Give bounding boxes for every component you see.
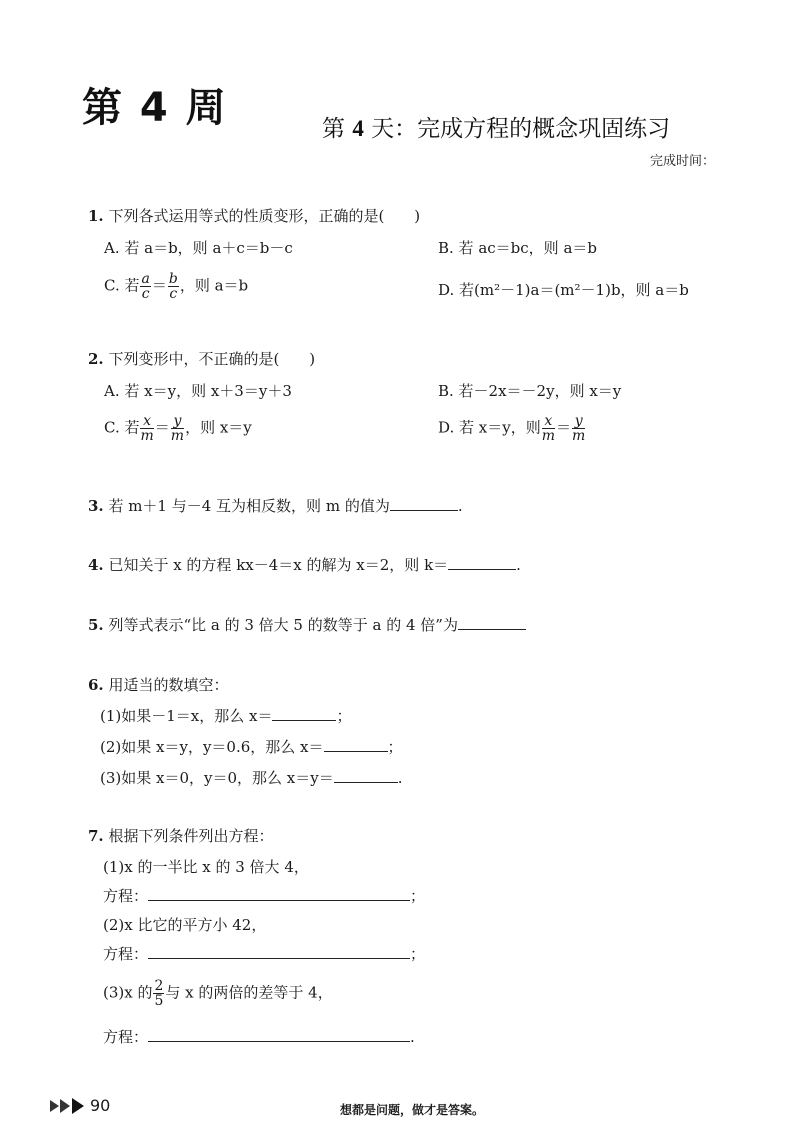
q2-option-a: A. 若 x＝y，则 x＋3＝y＋3 [104, 382, 292, 400]
day-title [322, 110, 670, 143]
q6-p2-answer-blank[interactable] [324, 737, 388, 752]
q1-option-b: B. 若 ac＝bc，则 a＝b [438, 239, 597, 257]
q6-p2-end: ； [387, 738, 403, 756]
q7-p2-answer-blank[interactable] [148, 944, 410, 959]
q7-part-2: (2)x 比它的平方小 42， [103, 916, 267, 934]
q4-number: 4. [88, 556, 104, 574]
q6-part-3 [100, 768, 403, 788]
q1-c-prefix: C. 若 [104, 276, 140, 295]
q2-d-fraction-2 [572, 414, 585, 443]
q7-p3-denominator: 5 [154, 993, 164, 1009]
q6-p3-answer-blank[interactable] [334, 768, 398, 783]
q6-p1-end: ； [336, 707, 352, 725]
q1-option-d: D. 若(m²－1)a＝(m²－1)b，则 a＝b [438, 281, 689, 299]
q2-c-equals: ＝ [154, 418, 170, 437]
q3-number: 3. [88, 497, 104, 515]
q1-c-equals: ＝ [151, 276, 167, 295]
q2-d-f2-denominator: m [572, 428, 586, 444]
q7-p3-numerator: 2 [154, 978, 164, 994]
q7-p1-equation-label: 方程： [103, 887, 149, 905]
q2-c-f1-denominator: m [140, 428, 154, 444]
q1-c-fraction-2 [168, 272, 179, 301]
q5-text: 列等式表示“比 a 的 3 倍大 5 的数等于 a 的 4 倍”为 [103, 616, 458, 634]
q3-end: . [457, 497, 463, 515]
q4 [88, 555, 521, 575]
q2-c-fraction-1 [140, 414, 153, 443]
q6-p3-text: (3)如果 x＝0，y＝0，那么 x＝y＝ [100, 769, 334, 787]
q2-d-f1-denominator: m [541, 428, 556, 444]
day-number: 4 [352, 116, 364, 141]
q6-p1-text: (1)如果－1＝x，那么 x＝ [100, 707, 273, 725]
q7-p3-equation-label: 方程： [103, 1028, 149, 1046]
q1-stem [88, 206, 420, 226]
q7-p3-equation [103, 1027, 415, 1047]
q7-p1-answer-blank[interactable] [148, 886, 410, 901]
q2-d-prefix: D. 若 x＝y，则 [438, 418, 541, 437]
q1-c-f2-denominator: c [169, 286, 178, 302]
q1-option-c [104, 272, 248, 301]
completion-time-label: 完成时间： [650, 154, 716, 169]
q7-part-1: (1)x 的一半比 x 的 3 倍大 4， [103, 858, 309, 876]
footer-motto: 想都是问题，做才是答案。 [340, 1103, 485, 1117]
q7-p2-equation-label: 方程： [103, 945, 149, 963]
q7-p3-fraction [153, 979, 164, 1008]
q2-d-fraction-1 [542, 414, 555, 443]
q2-c-fraction-2 [171, 414, 184, 443]
q7-stem-text: 根据下列条件列出方程： [103, 827, 274, 845]
q2-option-c [104, 414, 252, 443]
day-prefix: 第 [322, 116, 353, 142]
double-arrow-icon [50, 1098, 88, 1114]
q2-d-f1-numerator: x [542, 414, 555, 429]
q7-p3-suffix: 与 x 的两倍的差等于 4， [165, 983, 333, 1002]
q1-number: 1. [88, 207, 104, 225]
q4-text: 已知关于 x 的方程 kx－4＝x 的解为 x＝2，则 k＝ [103, 556, 449, 574]
q7-p1-end: ； [410, 887, 426, 905]
q1-c-fraction-1 [140, 272, 150, 301]
q7-number: 7. [88, 827, 104, 845]
q6-p1-answer-blank[interactable] [272, 706, 336, 721]
q6-part-1 [100, 706, 352, 726]
q2-stem-text: 下列变形中，不正确的是( ) [103, 350, 316, 368]
q6-p2-text: (2)如果 x＝y，y＝0.6，那么 x＝ [100, 738, 324, 756]
q1-c-f2-numerator: b [168, 271, 178, 287]
q7-part-3 [103, 979, 333, 1008]
q7-p3-prefix: (3)x 的 [103, 983, 153, 1002]
q3 [88, 496, 463, 516]
q2-c-f2-denominator: m [170, 428, 185, 444]
day-suffix: 天：完成方程的概念巩固练习 [363, 116, 671, 142]
q1-option-a: A. 若 a＝b，则 a＋c＝b－c [104, 239, 293, 257]
q7-p2-end: ； [410, 945, 426, 963]
page-number: 90 [90, 1096, 111, 1115]
q2-d-f2-numerator: y [572, 414, 585, 429]
q7-p2-equation [103, 944, 425, 964]
q5-answer-blank[interactable] [458, 615, 526, 630]
q3-answer-blank[interactable] [390, 496, 458, 511]
q2-option-d [438, 414, 586, 443]
week-heading: 第 4 周 [82, 85, 228, 131]
q1-stem-text: 下列各式运用等式的性质变形，正确的是( ) [103, 207, 421, 225]
q6-stem [88, 675, 228, 695]
q4-end: . [516, 556, 521, 574]
q7-stem [88, 826, 273, 846]
q2-c-suffix: ，则 x＝y [185, 418, 252, 437]
q1-c-suffix: ，则 a＝b [179, 276, 249, 295]
q7-p1-equation [103, 886, 425, 906]
q5-number: 5. [88, 616, 104, 634]
q2-number: 2. [88, 350, 104, 368]
q7-p3-answer-blank[interactable] [148, 1027, 410, 1042]
q5 [88, 615, 526, 635]
q2-c-f2-numerator: y [171, 414, 184, 429]
q6-part-2 [100, 737, 403, 757]
q7-p3-end: . [410, 1028, 415, 1046]
q6-number: 6. [88, 676, 104, 694]
q6-stem-text: 用适当的数填空： [103, 676, 229, 694]
q2-d-equals: ＝ [556, 418, 572, 437]
q2-stem [88, 349, 315, 369]
q6-p3-end: . [397, 769, 403, 787]
q2-c-f1-numerator: x [140, 414, 153, 429]
q1-c-f1-denominator: c [141, 286, 150, 302]
q2-option-b: B. 若－2x＝－2y，则 x＝y [438, 382, 622, 400]
q1-c-f1-numerator: a [141, 271, 150, 287]
q2-c-prefix: C. 若 [104, 418, 140, 437]
q4-answer-blank[interactable] [448, 555, 516, 570]
q3-text: 若 m＋1 与－4 互为相反数，则 m 的值为 [103, 497, 390, 515]
